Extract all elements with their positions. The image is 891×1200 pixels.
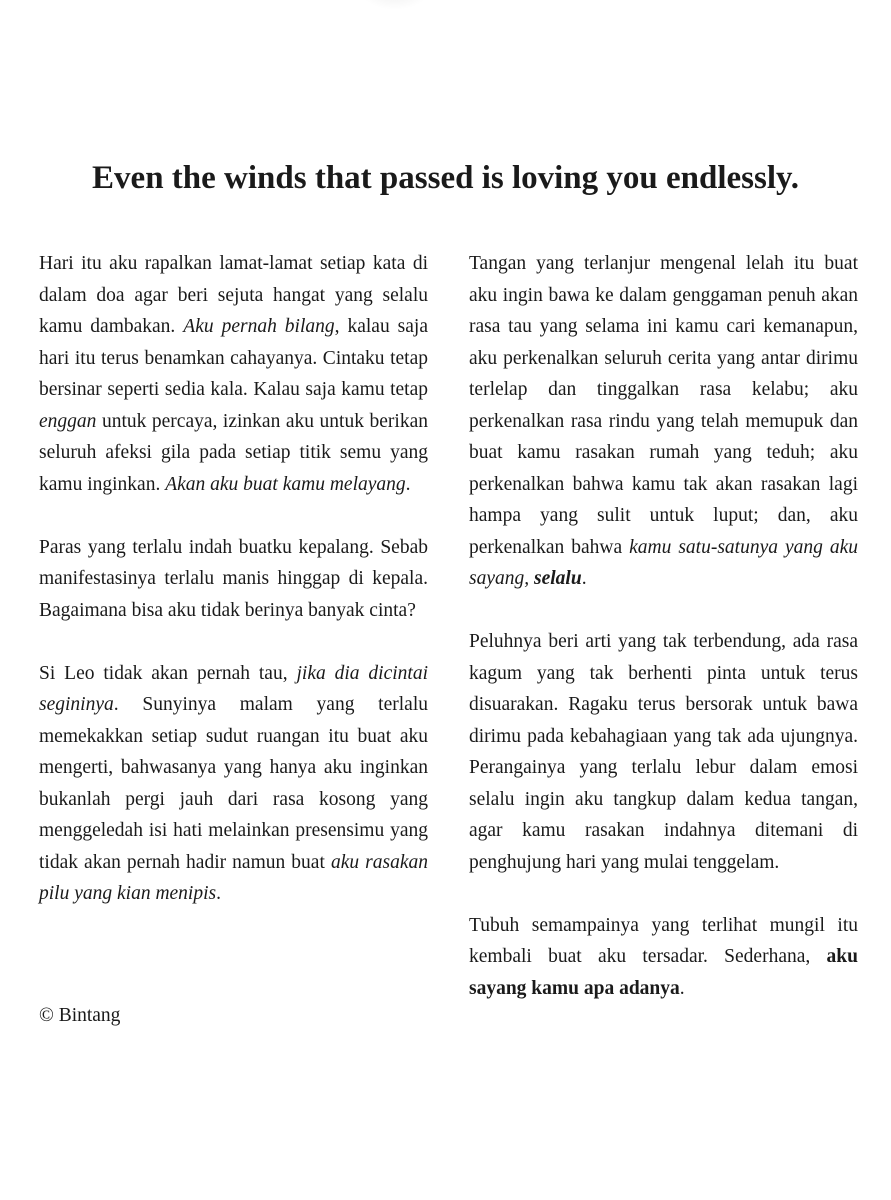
italic-span: enggan xyxy=(39,410,97,432)
left-paragraph-1 xyxy=(39,248,428,500)
text-span: , kalau saja hari itu terus benamkan cahayanya. Cintaku tetap bersinar seperti sedia kala. Kalau saja kamu tetap xyxy=(39,316,428,400)
text-span: Hari itu aku rapalkan lamat-lamat setiap kata di dalam doa agar beri sejuta hangat yang selalu kamu dambakan. xyxy=(39,253,428,337)
text-span: . xyxy=(216,883,221,904)
text-span: . Sunyinya malam yang terlalu memekakkan setiap sudut ruangan itu buat aku mengerti, bahwasanya yang hanya aku inginkan bukanlah pergi jauh dari rasa kosong yang menggeledah isi hati melainkan presensimu yang tidak akan pernah hadir namun buat xyxy=(39,694,428,873)
text-span: Paras yang terlalu indah buatku kepalang. Sebab manifestasinya terlalu manis hinggap di kepala. Bagaimana bisa aku tidak berinya banyak cinta? xyxy=(39,536,428,621)
text-span: Si Leo tidak akan pernah tau, xyxy=(39,662,297,684)
italic-span: jika dia dicintai segininya xyxy=(39,662,428,715)
left-paragraph-3 xyxy=(39,658,428,910)
left-paragraph-2 xyxy=(39,532,428,627)
right-paragraph-2 xyxy=(469,626,858,878)
bold-span: aku sayang kamu apa adanya xyxy=(469,946,858,999)
text-span: Tubuh semampainya yang terlihat mungil itu kembali buat aku tersadar. Sederhana, xyxy=(469,914,858,967)
text-span: Peluhnya beri arti yang tak terbendung, ada rasa kagum yang tak berhenti pinta untuk terus disuarakan. Ragaku terus bersorak untuk bawa dirimu pada kebahagiaan yang tak ada ujungnya. Perangainya yang terlalu lebur dalam emosi selalu ingin aku tangkup dalam kedua tangan, agar kamu rasakan indahnya ditemani di penghujung hari yang mulai tenggelam. xyxy=(469,631,858,873)
left-column xyxy=(39,248,428,910)
copyright-signature: © Bintang xyxy=(39,1005,121,1026)
italic-span: Aku pernah bilang xyxy=(183,316,335,337)
italic-span: aku rasakan pilu yang kian menipis xyxy=(39,851,428,904)
italic-span: kamu satu-satunya yang aku sayang, xyxy=(469,536,858,589)
right-column xyxy=(469,248,858,1004)
page-title: Even the winds that passed is loving you endlessly. xyxy=(92,160,799,196)
text-span: Tangan yang terlanjur mengenal lelah itu buat aku ingin bawa ke dalam genggaman penuh akan rasa tau yang selama ini kamu cari kemanapun, aku perkenalkan seluruh cerita yang antar dirimu terlelap dan tinggalkan rasa kelabu; aku perkenalkan rasa rindu yang telah memupuk dan buat kamu rasakan rumah yang teduh; aku perkenalkan bahwa kamu tak akan rasakan lagi hampa yang sulit untuk luput; dan, aku perkenalkan bahwa xyxy=(469,253,858,558)
text-span: . xyxy=(405,473,411,495)
right-paragraph-1 xyxy=(469,248,858,595)
right-paragraph-3 xyxy=(469,910,858,1005)
bold-italic-span xyxy=(534,568,582,589)
text-span: . xyxy=(679,977,685,999)
text-span: . xyxy=(581,568,587,589)
text-span: untuk percaya, izinkan aku untuk berikan seluruh afeksi gila pada setiap titik semu yang kamu inginkan. xyxy=(39,410,428,495)
bold-span: selalu xyxy=(534,568,582,589)
top-glow-decoration xyxy=(360,0,430,10)
italic-span: Akan aku buat kamu melayang xyxy=(165,473,406,495)
